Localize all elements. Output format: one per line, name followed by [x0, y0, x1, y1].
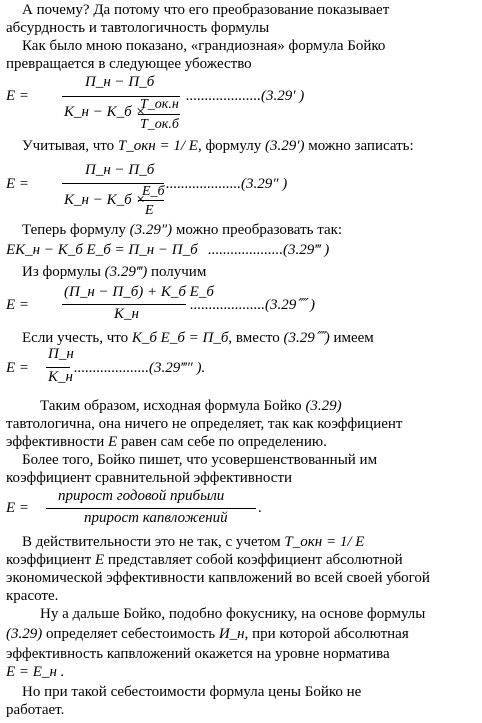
text-fragment: Из формулы	[22, 264, 101, 280]
text-fragment: коэффициент	[6, 552, 92, 568]
text-line	[6, 434, 327, 451]
text-line: красоте.	[6, 588, 59, 604]
formula-ref: (3.29″)	[129, 222, 173, 238]
inline-formula: И_н	[218, 626, 245, 642]
text-fragment: эффективности	[6, 434, 105, 450]
formula-lhs: E =	[6, 500, 30, 516]
text-fragment: представляет собой коэффициент абсолютной	[107, 552, 403, 568]
text-line: превращается в следующее убожество	[6, 56, 252, 72]
text-fragment: можно преобразовать так:	[175, 222, 343, 238]
text-fragment: получим	[150, 264, 207, 280]
text-fragment: Если учесть, что	[22, 330, 129, 346]
text-fragment: В действительности это не так, с учетом	[22, 534, 281, 550]
formula-lhs: E =	[6, 176, 30, 192]
formula-tag: ....................(3.29″ )	[166, 176, 288, 192]
formula-inner-numerator: T_ок.н	[140, 97, 179, 112]
formula-ref: (3.29)	[6, 626, 43, 642]
text-fragment: , при которой абсолютная	[244, 626, 409, 642]
formula-ref: (3.29)	[305, 398, 342, 414]
text-line: А почему? Да потому что его преобразование показывает	[22, 2, 390, 18]
text-line	[22, 330, 374, 347]
inline-formula: T_окн = 1/ E	[284, 534, 365, 550]
text-line: Ну а дальше Бойко, подобно фокуснику, на основе формулы	[40, 606, 426, 622]
formula-numerator: прирост годовой прибыли	[58, 488, 225, 504]
text-fragment: можно записать:	[308, 138, 414, 154]
formula-body: EK_н − K_б E_б = П_н − П_б	[6, 242, 198, 258]
text-line: эффективность капвложений окажется на уровне норматива	[6, 646, 390, 662]
formula-lhs: E =	[6, 88, 30, 104]
text-fragment: имеем	[333, 330, 374, 346]
formula-lhs: E =	[6, 297, 30, 313]
text-line: работает.	[6, 702, 65, 718]
text-line: Более того, Бойко пишет, что усовершенствованный им	[22, 452, 378, 468]
inline-formula: T_окн = 1/ E	[117, 138, 198, 154]
text-line	[22, 222, 342, 239]
fraction-bar	[138, 200, 164, 201]
formula-numerator: П_н	[48, 346, 74, 362]
fraction-bar	[46, 508, 256, 509]
text-line	[22, 138, 414, 155]
fraction-bar	[46, 367, 70, 368]
inline-formula: E	[94, 552, 105, 568]
formula-ref: (3.29′)	[265, 138, 305, 154]
formula-ref: (3.29‴)	[104, 264, 148, 280]
formula-ref: (3.29⁗)	[283, 330, 330, 346]
text-line	[40, 398, 342, 415]
text-fragment: , формулу	[197, 138, 262, 154]
formula-denominator: прирост капвложений	[84, 510, 228, 526]
formula-inner-denominator: E	[145, 203, 154, 218]
formula-tail: .	[258, 500, 262, 516]
formula-denominator: K_н	[48, 369, 73, 385]
text-line: абсурдность и тавтологичность формулы	[6, 20, 270, 36]
formula-inner-numerator: E_б	[142, 184, 165, 199]
text-line: Как было мною показано, «грандиозная» формула Бойко	[22, 38, 386, 54]
text-line: коэффициент сравнительной эффективности	[6, 470, 293, 486]
text-line: Но при такой себестоимости формула цены Бойко не	[22, 684, 362, 700]
formula-denominator: K_н − K_б ×	[64, 104, 146, 120]
formula-lhs: E =	[6, 360, 30, 376]
inline-formula: E	[108, 434, 118, 450]
text-line: тавтологична, она ничего не определяет, так как коэффициент	[6, 416, 403, 432]
text-fragment: , вместо	[228, 330, 280, 346]
inline-formula: E = E_н .	[6, 664, 65, 680]
text-line	[22, 264, 206, 281]
text-line: экономической эффективности капвложений во всей своей убогой	[6, 570, 430, 586]
formula-inner-denominator: T_ок.б	[140, 117, 179, 132]
formula-denominator: K_н − K_б ×	[64, 192, 146, 208]
text-line	[6, 552, 403, 569]
text-line	[22, 534, 364, 551]
inline-formula: K_б E_б = П_б	[131, 330, 229, 346]
formula-tag: ....................(3.29‴ )	[208, 242, 330, 258]
fraction-bar	[62, 304, 186, 305]
formula-denominator: K_н	[114, 306, 139, 322]
text-fragment: Теперь формулу	[22, 222, 126, 238]
formula-numerator: П_н − П_б	[85, 162, 155, 178]
formula-numerator: П_н − П_б	[85, 74, 155, 90]
formula-tag: ....................(3.29‴″ ).	[74, 360, 206, 376]
text-line	[6, 626, 409, 643]
formula-tag: ....................(3.29′ )	[186, 88, 305, 104]
formula-numerator: (П_н − П_б) + K_б E_б	[64, 284, 214, 300]
text-fragment: Учитывая, что	[22, 138, 115, 154]
text-fragment: определяет себестоимость	[46, 626, 216, 642]
formula-tag: ....................(3.29⁗ )	[190, 297, 315, 313]
fraction-bar	[138, 114, 180, 115]
text-fragment: Таким образом, исходная формула Бойко	[40, 398, 302, 414]
text-fragment: равен сам себе по определению.	[120, 434, 327, 450]
